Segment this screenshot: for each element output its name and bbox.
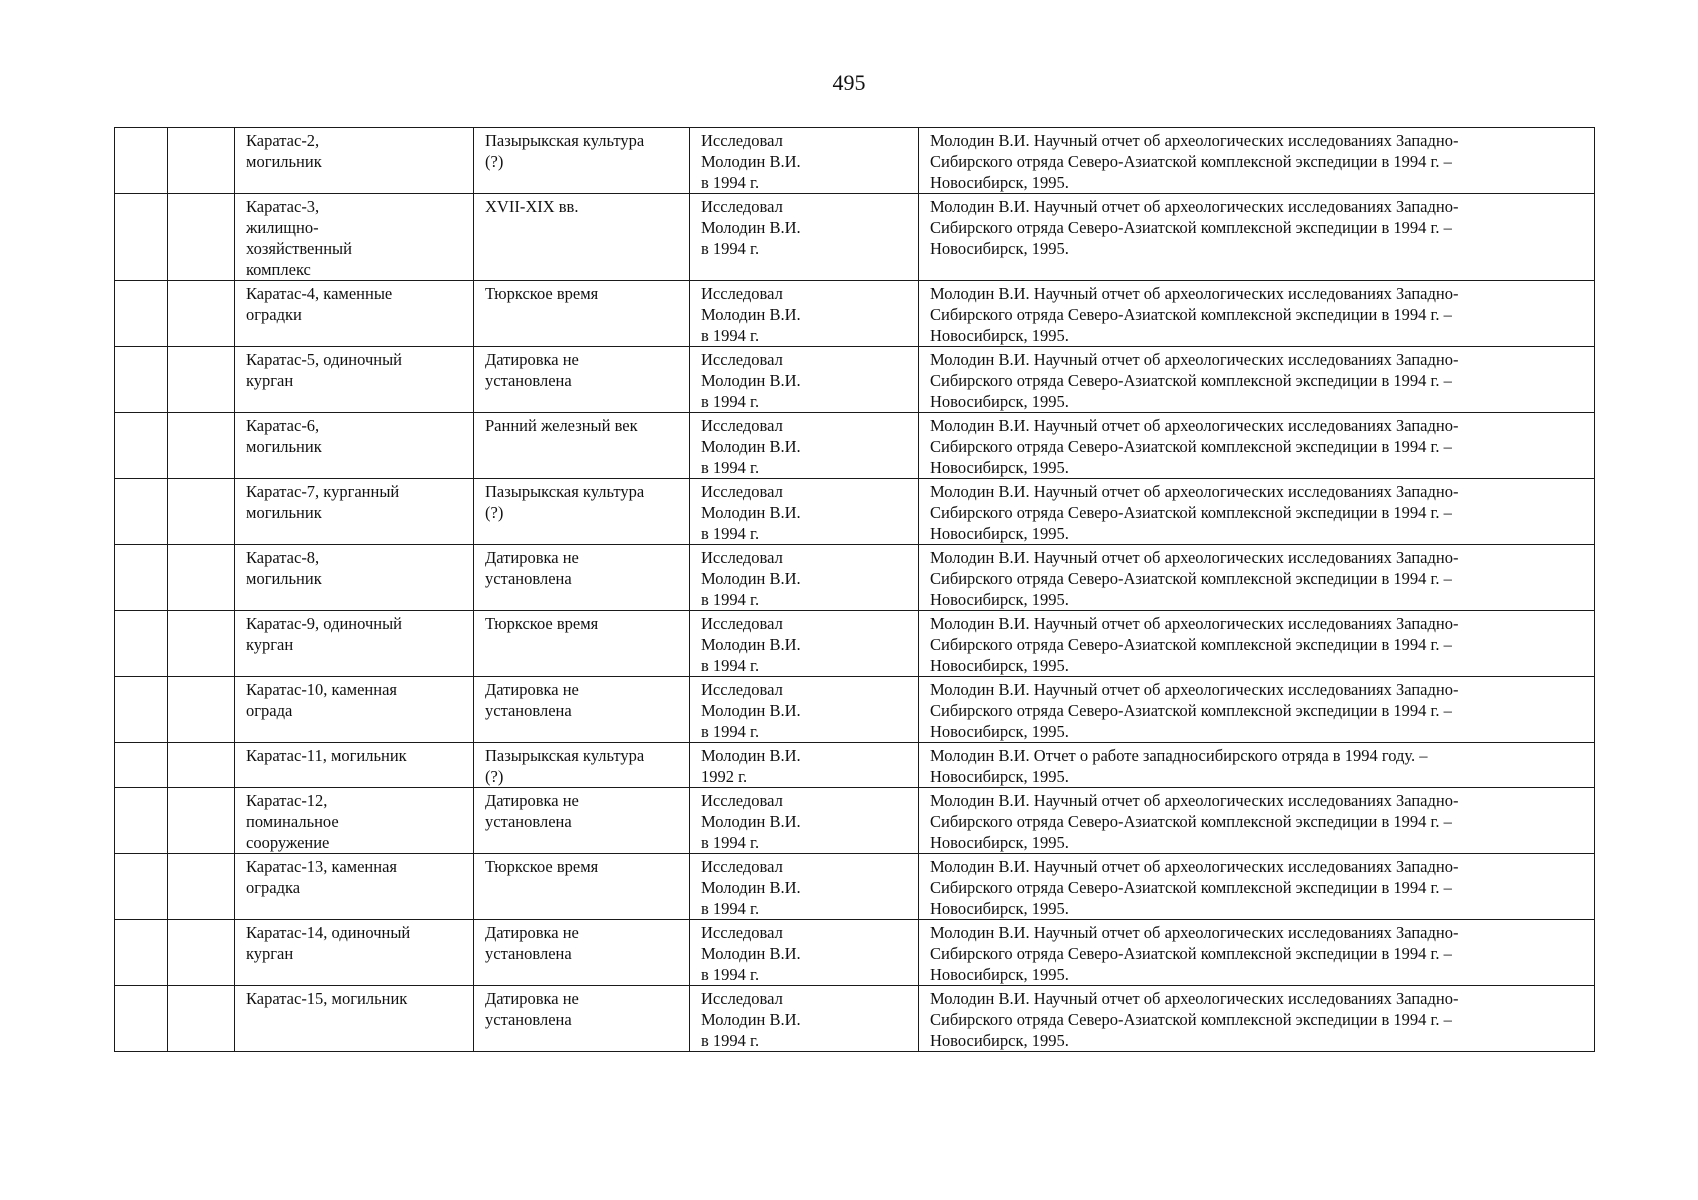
code-cell bbox=[168, 194, 235, 281]
researcher-cell: Исследовал Молодин В.И. в 1994 г. bbox=[690, 920, 919, 986]
table-row bbox=[115, 128, 1595, 194]
table-row bbox=[115, 986, 1595, 1052]
table-row bbox=[115, 743, 1595, 788]
dating-cell: Пазырыкская культура (?) bbox=[474, 128, 690, 194]
dating-cell: Пазырыкская культура (?) bbox=[474, 479, 690, 545]
source-cell: Молодин В.И. Научный отчет об археологических исследованиях Западно- Сибирского отряда Северо-Азиатской комплексной экспедиции в 1994 г. – Новосибирск, 1995. bbox=[919, 611, 1595, 677]
code-cell bbox=[168, 788, 235, 854]
table-row bbox=[115, 413, 1595, 479]
researcher-cell: Исследовал Молодин В.И. в 1994 г. bbox=[690, 281, 919, 347]
site-name-cell: Каратас-12, поминальное сооружение bbox=[235, 788, 474, 854]
source-cell: Молодин В.И. Научный отчет об археологических исследованиях Западно- Сибирского отряда Северо-Азиатской комплексной экспедиции в 1994 г. – Новосибирск, 1995. bbox=[919, 788, 1595, 854]
number-cell bbox=[115, 743, 168, 788]
source-cell: Молодин В.И. Научный отчет об археологических исследованиях Западно- Сибирского отряда Северо-Азиатской комплексной экспедиции в 1994 г. – Новосибирск, 1995. bbox=[919, 479, 1595, 545]
table-row bbox=[115, 281, 1595, 347]
site-name-cell: Каратас-11, могильник bbox=[235, 743, 474, 788]
researcher-cell: Исследовал Молодин В.И. в 1994 г. bbox=[690, 986, 919, 1052]
page-number: 495 bbox=[832, 70, 866, 95]
number-cell bbox=[115, 194, 168, 281]
source-cell: Молодин В.И. Научный отчет об археологических исследованиях Западно- Сибирского отряда Северо-Азиатской комплексной экспедиции в 1994 г. – Новосибирск, 1995. bbox=[919, 413, 1595, 479]
table-row bbox=[115, 194, 1595, 281]
site-name-cell: Каратас-6, могильник bbox=[235, 413, 474, 479]
researcher-cell: Исследовал Молодин В.И. в 1994 г. bbox=[690, 611, 919, 677]
dating-cell: Пазырыкская культура (?) bbox=[474, 743, 690, 788]
dating-cell: Датировка не установлена bbox=[474, 788, 690, 854]
number-cell bbox=[115, 545, 168, 611]
researcher-cell: Исследовал Молодин В.И. в 1994 г. bbox=[690, 788, 919, 854]
source-cell: Молодин В.И. Научный отчет об археологических исследованиях Западно- Сибирского отряда Северо-Азиатской комплексной экспедиции в 1994 г. – Новосибирск, 1995. bbox=[919, 128, 1595, 194]
researcher-cell: Исследовал Молодин В.И. в 1994 г. bbox=[690, 677, 919, 743]
code-cell bbox=[168, 281, 235, 347]
site-name-cell: Каратас-3, жилищно- хозяйственный комплекс bbox=[235, 194, 474, 281]
table-row bbox=[115, 545, 1595, 611]
sites-table bbox=[114, 127, 1595, 1052]
site-name-cell: Каратас-7, курганный могильник bbox=[235, 479, 474, 545]
source-cell: Молодин В.И. Отчет о работе западносибирского отряда в 1994 году. – Новосибирск, 1995. bbox=[919, 743, 1595, 788]
dating-cell: Датировка не установлена bbox=[474, 347, 690, 413]
source-cell: Молодин В.И. Научный отчет об археологических исследованиях Западно- Сибирского отряда Северо-Азиатской комплексной экспедиции в 1994 г. – Новосибирск, 1995. bbox=[919, 545, 1595, 611]
dating-cell: Тюркское время bbox=[474, 611, 690, 677]
site-name-cell: Каратас-2, могильник bbox=[235, 128, 474, 194]
site-name-cell: Каратас-13, каменная оградка bbox=[235, 854, 474, 920]
number-cell bbox=[115, 920, 168, 986]
code-cell bbox=[168, 854, 235, 920]
site-name-cell: Каратас-4, каменные оградки bbox=[235, 281, 474, 347]
site-name-cell: Каратас-10, каменная ограда bbox=[235, 677, 474, 743]
site-name-cell: Каратас-8, могильник bbox=[235, 545, 474, 611]
code-cell bbox=[168, 677, 235, 743]
source-cell: Молодин В.И. Научный отчет об археологических исследованиях Западно- Сибирского отряда Северо-Азиатской комплексной экспедиции в 1994 г. – Новосибирск, 1995. bbox=[919, 986, 1595, 1052]
dating-cell: Датировка не установлена bbox=[474, 545, 690, 611]
site-name-cell: Каратас-15, могильник bbox=[235, 986, 474, 1052]
source-cell: Молодин В.И. Научный отчет об археологических исследованиях Западно- Сибирского отряда Северо-Азиатской комплексной экспедиции в 1994 г. – Новосибирск, 1995. bbox=[919, 194, 1595, 281]
code-cell bbox=[168, 347, 235, 413]
researcher-cell: Исследовал Молодин В.И. в 1994 г. bbox=[690, 545, 919, 611]
dating-cell: Тюркское время bbox=[474, 281, 690, 347]
source-cell: Молодин В.И. Научный отчет об археологических исследованиях Западно- Сибирского отряда Северо-Азиатской комплексной экспедиции в 1994 г. – Новосибирск, 1995. bbox=[919, 281, 1595, 347]
site-name-cell: Каратас-9, одиночный курган bbox=[235, 611, 474, 677]
researcher-cell: Исследовал Молодин В.И. в 1994 г. bbox=[690, 194, 919, 281]
source-cell: Молодин В.И. Научный отчет об археологических исследованиях Западно- Сибирского отряда Северо-Азиатской комплексной экспедиции в 1994 г. – Новосибирск, 1995. bbox=[919, 347, 1595, 413]
number-cell bbox=[115, 128, 168, 194]
table-row bbox=[115, 854, 1595, 920]
source-cell: Молодин В.И. Научный отчет об археологических исследованиях Западно- Сибирского отряда Северо-Азиатской комплексной экспедиции в 1994 г. – Новосибирск, 1995. bbox=[919, 854, 1595, 920]
site-name-cell: Каратас-5, одиночный курган bbox=[235, 347, 474, 413]
dating-cell: XVII-XIX вв. bbox=[474, 194, 690, 281]
table-row bbox=[115, 677, 1595, 743]
dating-cell: Датировка не установлена bbox=[474, 986, 690, 1052]
researcher-cell: Исследовал Молодин В.И. в 1994 г. bbox=[690, 479, 919, 545]
source-cell: Молодин В.И. Научный отчет об археологических исследованиях Западно- Сибирского отряда Северо-Азиатской комплексной экспедиции в 1994 г. – Новосибирск, 1995. bbox=[919, 920, 1595, 986]
table-row bbox=[115, 347, 1595, 413]
researcher-cell: Исследовал Молодин В.И. в 1994 г. bbox=[690, 413, 919, 479]
source-cell: Молодин В.И. Научный отчет об археологических исследованиях Западно- Сибирского отряда Северо-Азиатской комплексной экспедиции в 1994 г. – Новосибирск, 1995. bbox=[919, 677, 1595, 743]
number-cell bbox=[115, 986, 168, 1052]
table-row bbox=[115, 479, 1595, 545]
code-cell bbox=[168, 128, 235, 194]
researcher-cell: Молодин В.И. 1992 г. bbox=[690, 743, 919, 788]
table-row bbox=[115, 611, 1595, 677]
researcher-cell: Исследовал Молодин В.И. в 1994 г. bbox=[690, 128, 919, 194]
dating-cell: Датировка не установлена bbox=[474, 920, 690, 986]
dating-cell: Датировка не установлена bbox=[474, 677, 690, 743]
number-cell bbox=[115, 611, 168, 677]
code-cell bbox=[168, 545, 235, 611]
site-name-cell: Каратас-14, одиночный курган bbox=[235, 920, 474, 986]
number-cell bbox=[115, 788, 168, 854]
code-cell bbox=[168, 611, 235, 677]
dating-cell: Ранний железный век bbox=[474, 413, 690, 479]
number-cell bbox=[115, 677, 168, 743]
table-row bbox=[115, 788, 1595, 854]
code-cell bbox=[168, 920, 235, 986]
number-cell bbox=[115, 347, 168, 413]
code-cell bbox=[168, 986, 235, 1052]
number-cell bbox=[115, 854, 168, 920]
code-cell bbox=[168, 743, 235, 788]
number-cell bbox=[115, 281, 168, 347]
table-row bbox=[115, 920, 1595, 986]
code-cell bbox=[168, 479, 235, 545]
researcher-cell: Исследовал Молодин В.И. в 1994 г. bbox=[690, 347, 919, 413]
code-cell bbox=[168, 413, 235, 479]
researcher-cell: Исследовал Молодин В.И. в 1994 г. bbox=[690, 854, 919, 920]
number-cell bbox=[115, 413, 168, 479]
number-cell bbox=[115, 479, 168, 545]
dating-cell: Тюркское время bbox=[474, 854, 690, 920]
